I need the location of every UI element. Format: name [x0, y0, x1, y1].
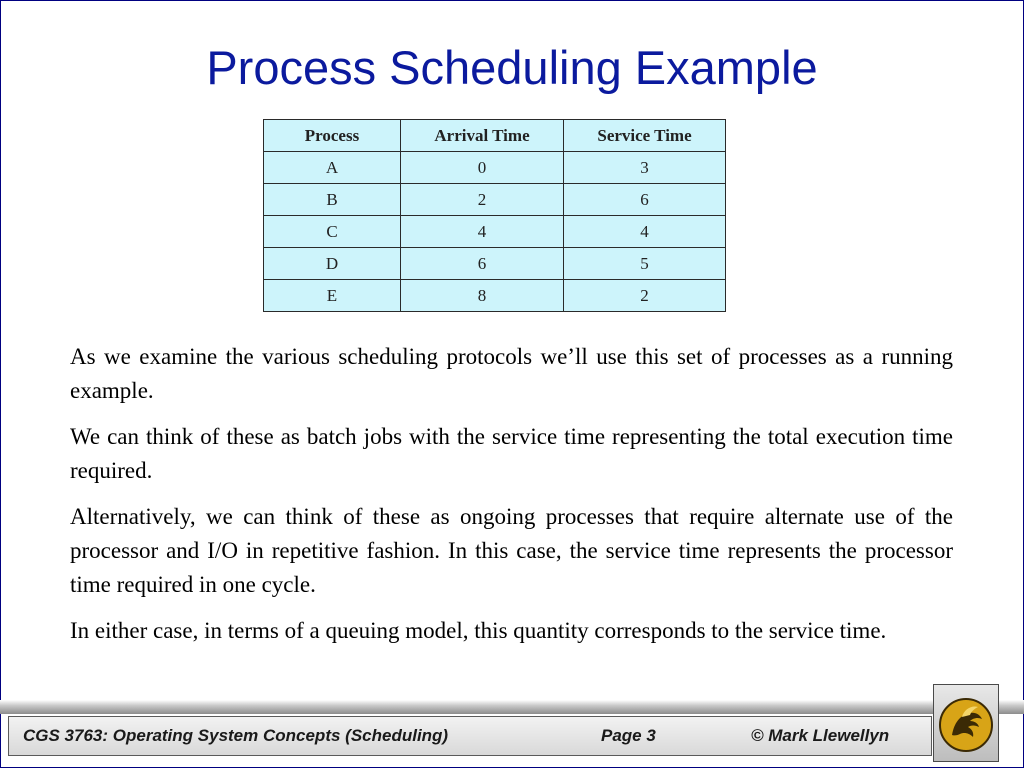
arrival-time-cell: 4 — [401, 216, 564, 248]
process-cell: E — [264, 280, 401, 312]
table-row — [264, 216, 726, 248]
footer-author: © Mark Llewellyn — [751, 726, 890, 745]
process-table — [263, 119, 726, 312]
header-service-time: Service Time — [564, 120, 726, 152]
table-row — [264, 248, 726, 280]
header-arrival-time: Arrival Time — [401, 120, 564, 152]
logo-box — [933, 684, 999, 762]
footer-bar — [8, 716, 932, 756]
paragraph-queuing-model: In either case, in terms of a queuing model, this quantity corresponds to the service time. — [70, 618, 887, 643]
slide-title: Process Scheduling Example — [206, 41, 818, 94]
service-time-cell: 3 — [564, 152, 726, 184]
table-row — [264, 280, 726, 312]
arrival-time-cell: 8 — [401, 280, 564, 312]
table-header-row — [264, 120, 726, 152]
body-text — [70, 340, 953, 660]
service-time-cell: 5 — [564, 248, 726, 280]
service-time-cell: 2 — [564, 280, 726, 312]
service-time-cell: 6 — [564, 184, 726, 216]
footer-page-number: Page 3 — [601, 726, 656, 745]
footer-course: CGS 3763: Operating System Concepts (Scheduling) — [23, 726, 449, 745]
pegasus-logo-icon — [938, 697, 994, 753]
paragraph-ongoing-processes: Alternatively, we can think of these as ongoing processes that require alternate use of the processor and I/O in repetitive fashion. In this case, the service time represents the processor time required in one cycle. — [70, 504, 953, 597]
process-cell: B — [264, 184, 401, 216]
process-cell: C — [264, 216, 401, 248]
footer-divider — [0, 700, 1024, 714]
arrival-time-cell: 2 — [401, 184, 564, 216]
paragraph-batch-jobs: We can think of these as batch jobs with the service time representing the total execution time required. — [70, 424, 953, 483]
arrival-time-cell: 6 — [401, 248, 564, 280]
arrival-time-cell: 0 — [401, 152, 564, 184]
header-process: Process — [264, 120, 401, 152]
process-cell: D — [264, 248, 401, 280]
paragraph-running-example: As we examine the various scheduling protocols we’ll use this set of processes as a running example. — [70, 344, 953, 403]
table-row — [264, 184, 726, 216]
service-time-cell: 4 — [564, 216, 726, 248]
table-row — [264, 152, 726, 184]
process-cell: A — [264, 152, 401, 184]
